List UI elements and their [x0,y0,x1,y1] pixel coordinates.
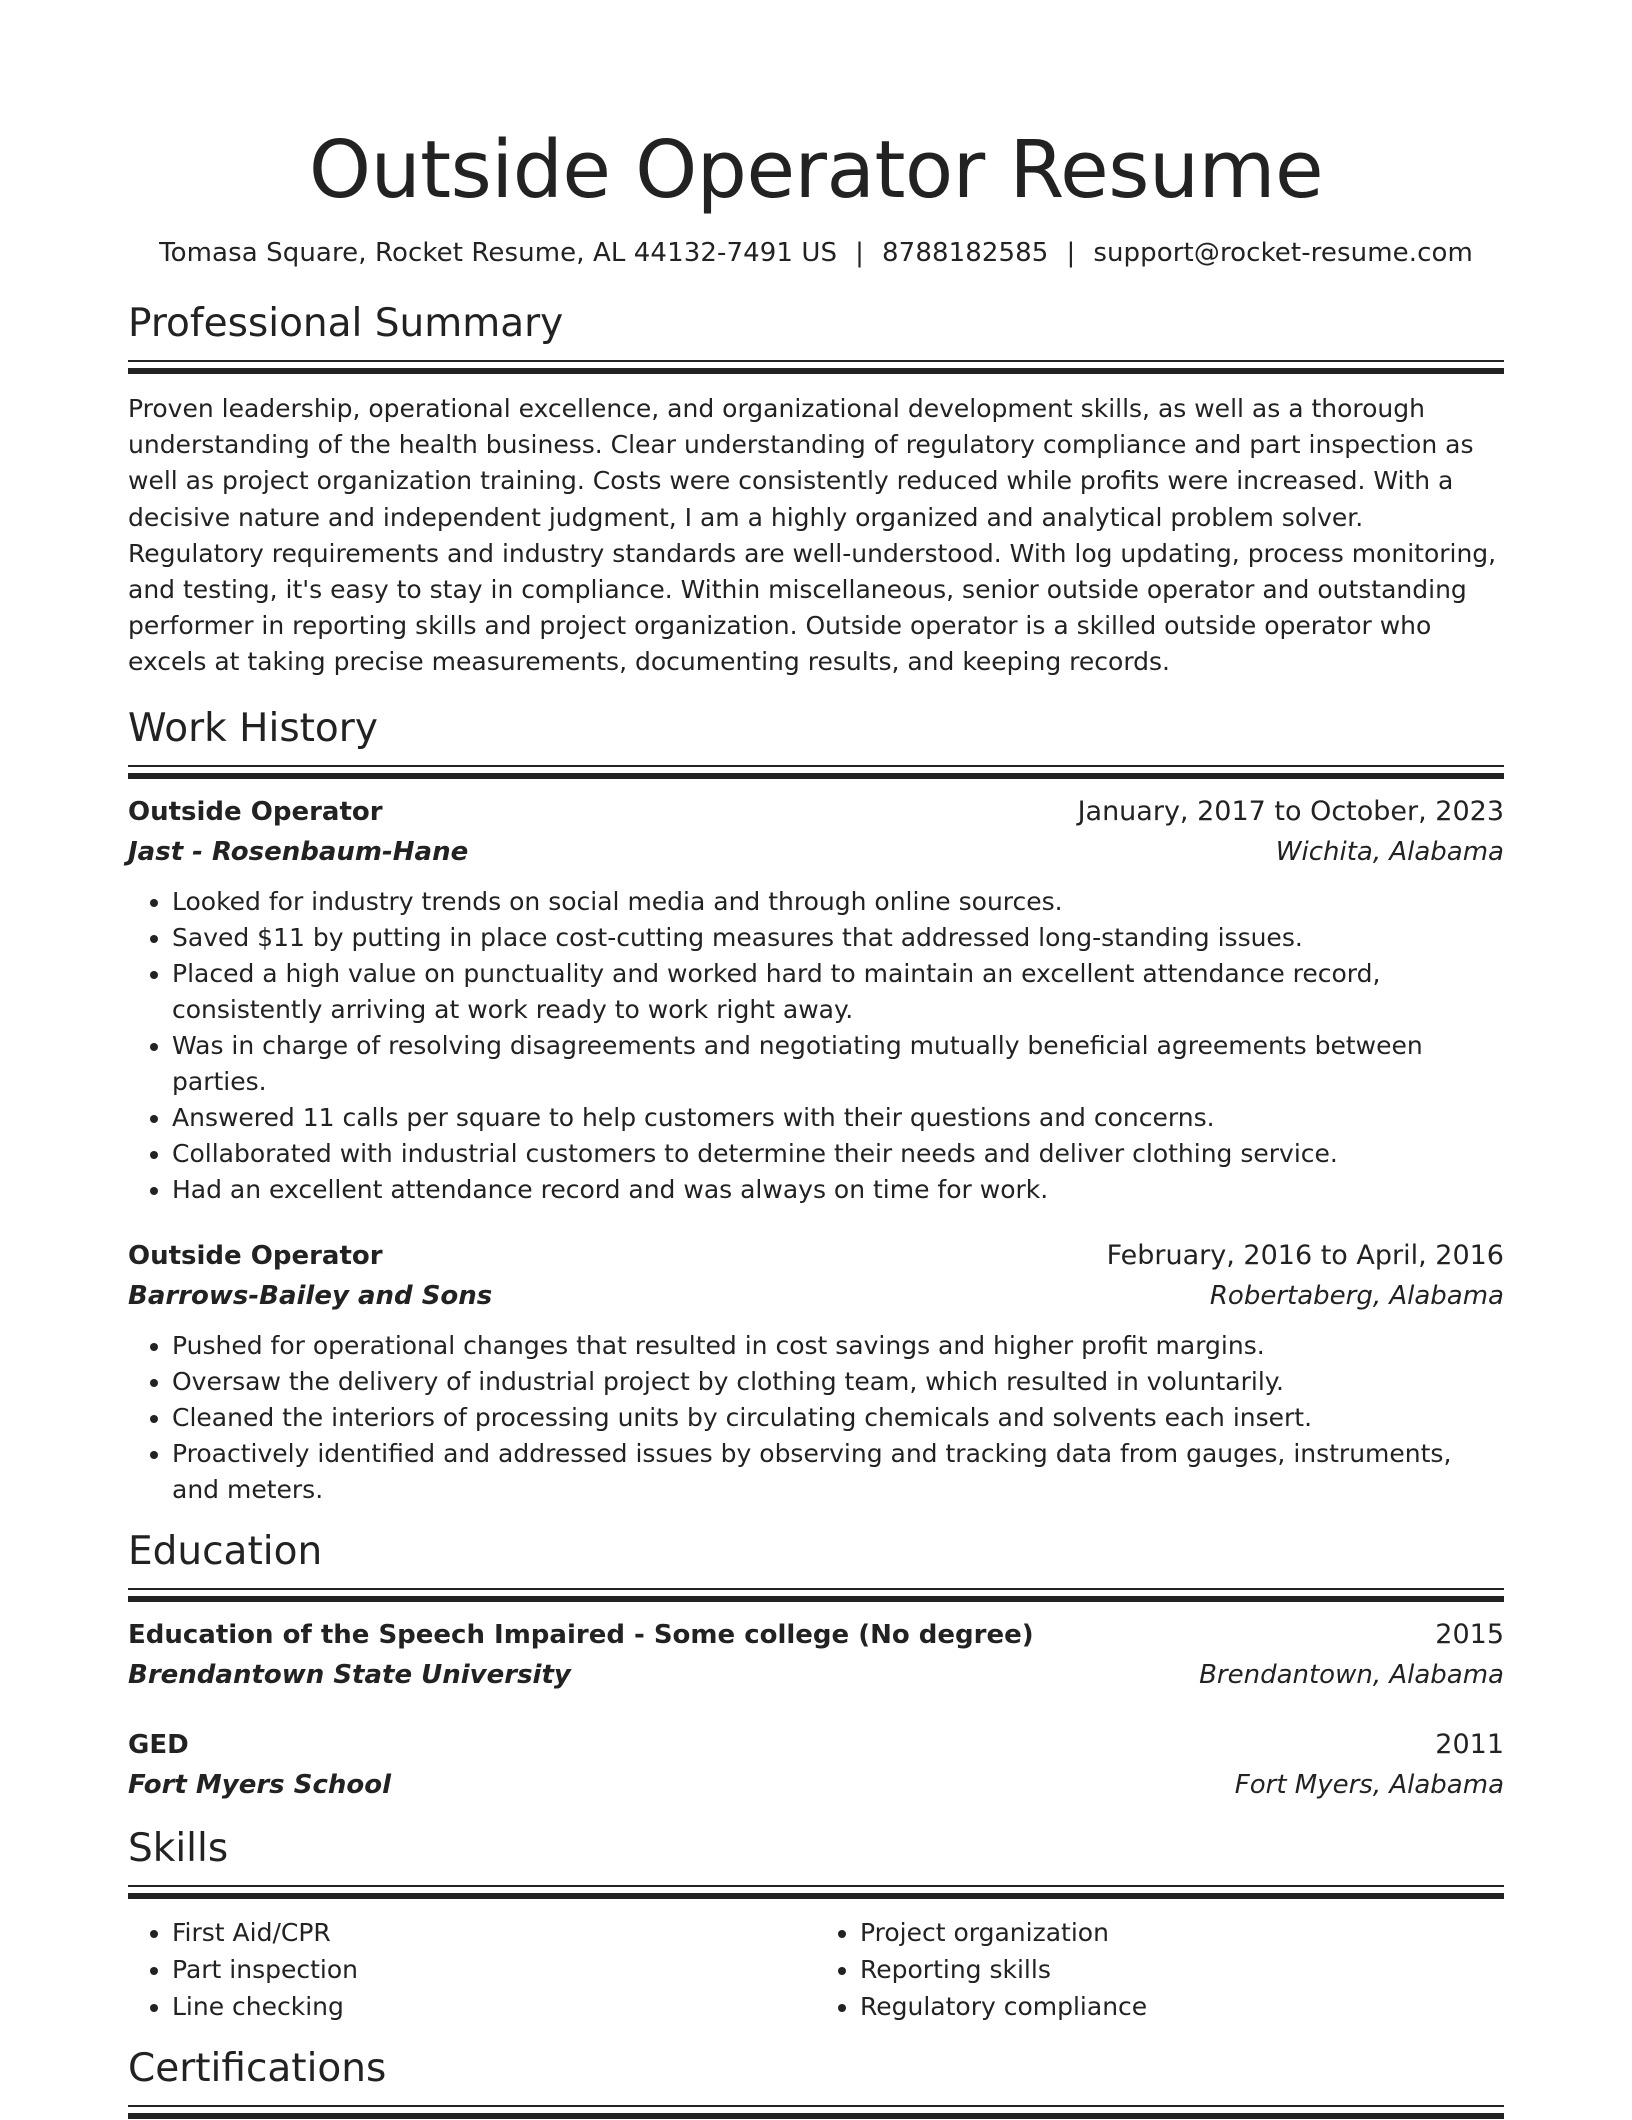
summary-text: Proven leadership, operational excellence, and organizational development skills, as well as a thorough understanding of the health business. Clear understanding of regulatory compliance and part inspection as well as project organization training. Costs were consistently reduced while profits were increased. With a decisive nature and independent judgment, I am a highly organized and analytical problem solver. Regulatory requirements and industry standards are well-understood. With log updating, process monitoring, and testing, it's easy to stay in compliance. Within miscellaneous, senior outside operator and outstanding performer in reporting skills and project organization. Outside operator is a skilled outside operator who excels at taking precise measurements, documenting results, and keeping records. [128,394,1497,677]
summary-section [128,300,1504,681]
list-item: • Collaborated with industrial customers to determine their needs and deliver clothing service. [172,1136,1504,1172]
degree-name: Education of the Speech Impaired - Some college (No degree) [128,1619,1034,1650]
certifications-section [128,2045,1504,2120]
list-item: • Answered 11 calls per square to help customers with their questions and concerns. [172,1100,1504,1136]
section-heading: Skills [128,1825,229,1871]
graduation-year: 2011 [1435,1728,1504,1760]
section-heading: Education [128,1528,323,1574]
list-item: • Proactively identified and addressed issues by observing and tracking data from gauges, instruments, and meters. [172,1436,1504,1508]
skills-column-right [816,1914,1504,2025]
job-title: Outside Operator [128,1240,383,1271]
graduation-year: 2015 [1435,1618,1504,1650]
job-company: Jast - Rosenbaum-Hane [128,836,469,867]
school-location: Brendantown, Alabama [1199,1659,1504,1690]
contact-address: Tomasa Square, Rocket Resume, AL 44132-7491 US [159,238,838,268]
job-dates: January, 2017 to October, 2023 [1077,795,1504,827]
skill-item: • Reporting skills [860,1951,1504,1988]
resume-title: Outside Operator Resume [308,124,1324,216]
skill-item: • Part inspection [172,1951,816,1988]
list-item: • Was in charge of resolving disagreements and negotiating mutually beneficial agreements between parties. [172,1028,1504,1100]
list-item: • Had an excellent attendance record and was always on time for work. [172,1172,1504,1208]
section-heading: Work History [128,705,378,751]
skills-section [128,1825,1504,2025]
section-divider [128,360,1504,375]
section-heading: Professional Summary [128,301,564,346]
list-item: • Saved $11 by putting in place cost-cutting measures that addressed long-standing issues. [172,920,1504,956]
skill-item: • First Aid/CPR [172,1914,816,1951]
section-heading: Certifications [128,2045,387,2091]
school-name: Brendantown State University [128,1659,571,1690]
skill-item: • Regulatory compliance [860,1988,1504,2025]
school-location: Fort Myers, Alabama [1234,1769,1504,1800]
job-bullets [128,1328,1504,1508]
job-location: Wichita, Alabama [1275,836,1504,867]
section-divider [128,2105,1504,2120]
section-divider [128,1588,1504,1603]
list-item: • Placed a high value on punctuality and worked hard to maintain an excellent attendance record, consistently arriving at work ready to work right away. [172,956,1504,1028]
job-entry [128,792,1504,1208]
list-item: • Oversaw the delivery of industrial project by clothing team, which resulted in voluntarily. [172,1364,1504,1400]
contact-phone: 8788182585 [882,238,1049,268]
list-item: • Looked for industry trends on social media and through online sources. [172,884,1504,920]
education-section [128,1528,1504,1805]
skills-column-left [128,1914,816,2025]
degree-name: GED [128,1729,189,1760]
contact-email: support@rocket-resume.com [1093,238,1473,268]
education-entry [128,1615,1504,1695]
list-item: • Pushed for operational changes that resulted in cost savings and higher profit margins. [172,1328,1504,1364]
section-divider [128,1885,1504,1900]
job-bullets [128,884,1504,1208]
job-dates: February, 2016 to April, 2016 [1106,1239,1504,1271]
job-entry [128,1236,1504,1508]
work-history-section [128,705,1504,1508]
contact-line [128,236,1504,270]
section-divider [128,765,1504,780]
skill-item: • Project organization [860,1914,1504,1951]
job-company: Barrows-Bailey and Sons [128,1280,493,1311]
skill-item: • Line checking [172,1988,816,2025]
job-title: Outside Operator [128,796,383,827]
contact-separator: | [855,238,865,268]
contact-separator: | [1066,238,1076,268]
list-item: • Cleaned the interiors of processing units by circulating chemicals and solvents each insert. [172,1400,1504,1436]
school-name: Fort Myers School [128,1769,391,1800]
education-entry [128,1725,1504,1805]
skills-list [128,1914,1504,2025]
job-location: Robertaberg, Alabama [1209,1280,1504,1311]
